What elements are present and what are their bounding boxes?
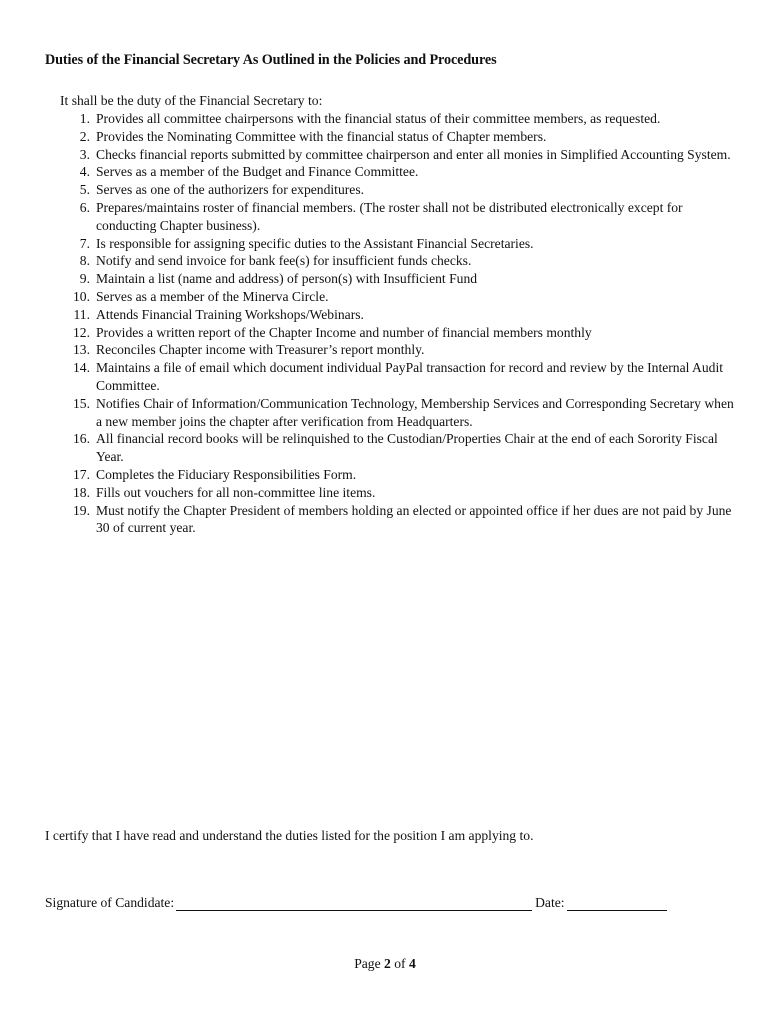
list-item [56, 359, 736, 395]
item-text: Notify and send invoice for bank fee(s) for insufficient funds checks. [96, 253, 472, 269]
certification-statement: I certify that I have read and understand the duties listed for the position I am applying to. [45, 828, 534, 843]
item-number: 9 . [56, 270, 91, 288]
item-number: 14 . [56, 359, 91, 377]
page-number: 2 [384, 956, 391, 971]
item-number: 19 . [56, 502, 91, 520]
item-number: 6 . [56, 199, 91, 217]
item-number: 13 . [56, 341, 91, 359]
list-item [56, 270, 736, 288]
list-item [56, 252, 736, 270]
item-text: Provides a written report of the Chapter Income and number of financial members monthly [96, 324, 592, 340]
date-label: Date: [535, 895, 565, 910]
item-text: All financial record books will be relinquished to the Custodian/Properties Chair at the end of each Sorority Fiscal Year. [96, 431, 718, 465]
item-number: 8 . [56, 252, 91, 270]
page-word: Page [354, 956, 381, 971]
item-text: Maintains a file of email which document individual PayPal transaction for record and review by the Internal Audit Committee. [96, 360, 724, 393]
item-number: 1 . [56, 110, 91, 128]
list-item [56, 306, 736, 324]
page-footer [0, 956, 770, 972]
item-text: Provides the Nominating Committee with the financial status of Chapter members. [96, 128, 547, 144]
intro-text: It shall be the duty of the Financial Secretary to: [60, 93, 323, 108]
list-item [56, 324, 736, 342]
item-number: 11 . [56, 306, 91, 324]
item-number: 5 . [56, 181, 91, 199]
list-item [56, 484, 736, 502]
list-item [56, 430, 736, 466]
item-number: 15 . [56, 395, 91, 413]
item-text: Notifies Chair of Information/Communication Technology, Membership Services and Corresponding Secretary when a new member joins the chapter after verification from Headquarters. [96, 395, 734, 429]
signature-label: Signature of Candidate: [45, 895, 175, 910]
item-number: 16 . [56, 430, 91, 448]
item-number: 2 . [56, 128, 91, 146]
list-item [56, 181, 736, 199]
item-text: Completes the Fiduciary Responsibilities Form. [96, 466, 357, 482]
duties-list [56, 110, 736, 537]
list-item [56, 341, 736, 359]
item-number: 7 . [56, 235, 91, 253]
list-item [56, 163, 736, 181]
list-item [56, 502, 736, 538]
item-number: 12 . [56, 324, 91, 342]
item-number: 3 . [56, 146, 91, 164]
list-item [56, 288, 736, 306]
item-number: 4 . [56, 163, 91, 181]
item-text: Serves as one of the authorizers for expenditures. [96, 182, 365, 198]
list-item [56, 466, 736, 484]
item-text: Serves as a member of the Minerva Circle. [96, 288, 329, 304]
item-text: Provides all committee chairpersons with the financial status of their committee members, as requested. [96, 111, 661, 126]
list-item [56, 110, 736, 128]
item-text: Reconciles Chapter income with Treasurer’s report monthly. [96, 342, 425, 358]
list-item [56, 128, 736, 146]
item-text: Serves as a member of the Budget and Finance Committee. [96, 164, 419, 180]
item-text: Checks financial reports submitted by committee chairperson and enter all monies in Simplified Accounting System. [96, 146, 731, 162]
list-item [56, 199, 736, 235]
page-total: 4 [408, 956, 416, 971]
item-text: Fills out vouchers for all non-committee line items. [96, 484, 376, 500]
list-item [56, 235, 736, 253]
item-text: Maintain a list (name and address) of person(s) with Insufficient Fund [96, 271, 478, 287]
signature-field[interactable] [176, 896, 532, 911]
signature-row [45, 895, 667, 911]
document-title: Duties of the Financial Secretary As Outlined in the Policies and Procedures [45, 52, 497, 68]
date-field[interactable] [567, 896, 667, 911]
list-item [56, 395, 736, 431]
of-word: of [394, 956, 406, 971]
item-text: Attends Financial Training Workshops/Webinars. [96, 306, 364, 322]
item-number: 17 . [56, 466, 91, 484]
list-item [56, 146, 736, 164]
item-text: Is responsible for assigning specific duties to the Assistant Financial Secretaries. [96, 235, 534, 251]
item-number: 18 . [56, 484, 91, 502]
item-number: 10 . [56, 288, 91, 306]
item-text: Prepares/maintains roster of financial members. (The roster shall not be distributed electronically except for conducting Chapter business). [96, 199, 683, 233]
item-text: Must notify the Chapter President of members holding an elected or appointed office if her dues are not paid by June 30 of current year. [96, 502, 732, 536]
